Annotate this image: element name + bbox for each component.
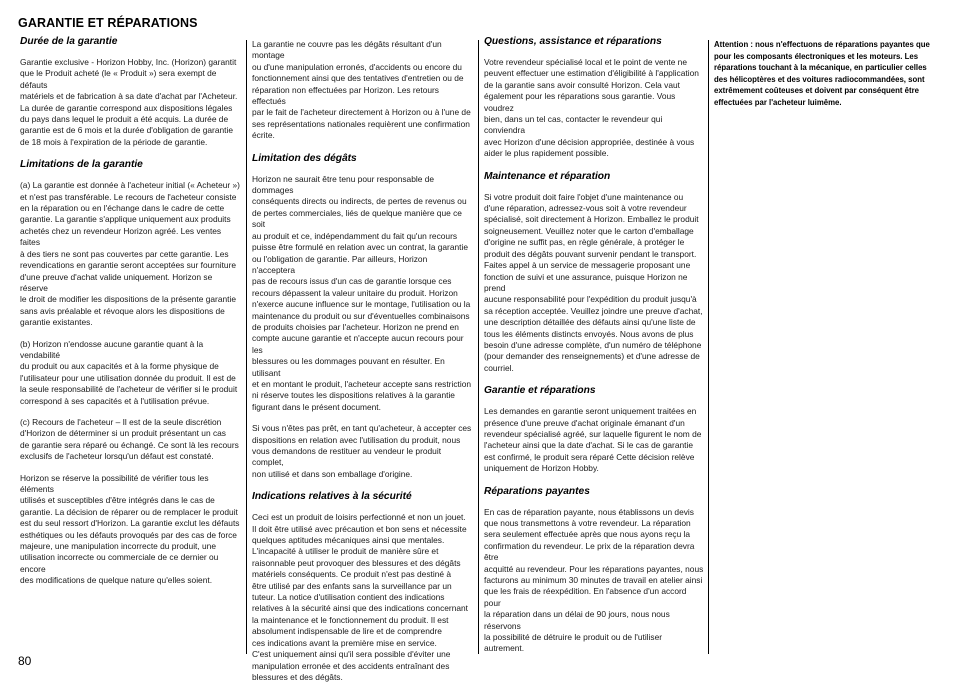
section-heading-maintenance: Maintenance et réparation [484,170,611,182]
paragraph: Les demandes en garantie seront uniquement traitées en présence d'une preuve d'achat originale émanant d'un revendeur spécialisé agréé, sur laquelle figurent le nom de l'acheteur ainsi que la date d'achat. Si le cas de garantie est confirmé, le produit sera réparé Cette décision relève uniquement de Horizon Hobby. [484,406,702,474]
paragraph: Si votre produit doit faire l'objet d'une maintenance ou d'une réparation, adressez-vous soit à votre revendeur spécialisé, soit directement à Horizon. Emballez le produit soigneusement. Veuillez noter que le carton d'emballage d'origine ne suffit pas, en règle générale, à protéger le produit des dégâts pouvant survenir pendant le transport. Faites appel à un service de messagerie proposant une fonction de suivi et une assurance, puisque Horizon ne prend aucune responsabilité pour l'expédition du produit jusqu'à sa réception acceptée. Veuillez joindre une preuve d'achat, une description détaillée des défauts ainsi qu'une liste de tous les éléments distincts envoyés. Nous avons de plus besoin d'une adresse complète, d'un numéro de téléphone (pour demander des renseignements) et d'une adresse de courriel. [484,191,703,373]
page-number: 80 [18,654,32,668]
paragraph: (c) Recours de l'acheteur – Il est de la seule discrétion d'Horizon de déterminer si un produit présentant un cas de garantie sera réparé ou échangé. Ce sont là les recours exclusifs de l'acheteur lorsqu'un défaut est constaté. [20,416,239,462]
paragraph: La garantie ne couvre pas les dégâts résultant d'un montage ou d'une manipulation erronés, d'accidents ou encore du fonctionnement ainsi que des tentatives d'entretien ou de réparation non effectuées par Horizon. Les retours effectués par le fait de l'acheteur directement à Horizon ou à l'une de ses représentations nationales requièrent une confirmation écrite. [252,39,471,141]
column-4 [714,39,930,119]
attention-note: Attention : nous n'effectuons de réparations payantes que pour les composants électroniques et les moteurs. Les réparations touchant à la mécanique, en particulier celles des hélicoptères et des voitures radiocommandées, sont extrêmement coûteuses et doivent par conséquent être effectuées par l'acheteur luimême. [714,40,930,107]
column-1 [20,36,240,597]
section-heading-duree-garantie: Durée de la garantie [20,36,118,47]
paragraph: En cas de réparation payante, nous établissons un devis que nous transmettons à votre revendeur. La réparation sera seulement effectuée après que nous ayons reçu la confirmation du revendeur. Le prix de la réparation devra être acquitté au revendeur. Pour les réparations payantes, nous facturons au minimum 30 minutes de travail en atelier ainsi que les frais de réexpédition. En l'absence d'un accord pour la réparation dans un délai de 90 jours, nous nous réservons la possibilité de détruire le produit ou de l'utiliser autrement. [484,506,704,654]
section-heading-securite: Indications relatives à la sécurité [252,491,412,503]
paragraph: Si vous n'êtes pas prêt, en tant qu'acheteur, à accepter ces dispositions en relation avec l'utilisation du produit, nous vous demandons de restituer au vendeur le produit complet, non utilisé et dans son emballage d'origine. [252,423,472,479]
column-2 [252,39,472,693]
column-divider [708,40,709,654]
section-heading-limitations-garantie: Limitations de la garantie [20,159,143,171]
paragraph: (b) Horizon n'endosse aucune garantie quant à la vendabilité du produit ou aux capacités et à la forme physique de l'utilisateur pour une utilisation donnée du produit. Il est de la seule responsabilité de l'acheteur de vérifier si le produit correspond à ses capacités et à l'utilisation prévue. [20,338,238,406]
paragraph: Garantie exclusive - Horizon Hobby, Inc. (Horizon) garantit que le Produit acheté (le « Produit ») sera exempt de défauts matériels et de fabrication à sa date d'achat par l'Acheteur. La durée de garantie correspond aux dispositions légales du pays dans lequel le produit a été acquis. La durée de garantie est de 6 mois et la durée d'obligation de garantie de 18 mois à l'expiration de la période de garantie. [20,57,238,147]
section-heading-reparations-payantes: Réparations payantes [484,485,590,497]
column-divider [246,40,247,654]
paragraph: Votre revendeur spécialisé local et le point de vente ne peuvent effectuer une estimation d'éligibilité à l'application de la garantie sans avoir consulté Horizon. Cela vaut également pour les réparations sous garantie. Vous voudrez bien, dans un tel cas, contacter le revendeur qui conviendra avec Horizon d'une décision appropriée, destinée à vous aider le plus rapidement possible. [484,57,699,159]
paragraph: (a) La garantie est donnée à l'acheteur initial (« Acheteur ») et n'est pas transférable. Le recours de l'acheteur consiste en la réparation ou en l'échange dans le cadre de cette garantie. La garantie s'applique uniquement aux produits achetés chez un revendeur Horizon agréé. Les ventes faites à des tiers ne sont pas couvertes par cette garantie. Les revendications en garantie seront acceptées sur fourniture d'une preuve d'achat valide uniquement. Horizon se réserve le droit de modifier les dispositions de la présente garantie sans avis préalable et révoque alors les dispositions de garantie existantes. [20,180,240,328]
column-divider [478,40,479,654]
page-title: GARANTIE ET RÉPARATIONS [18,16,198,30]
section-heading-questions-assistance: Questions, assistance et réparations [484,36,662,47]
section-heading-garantie-reparations: Garantie et réparations [484,385,596,397]
paragraph: Horizon se réserve la possibilité de vérifier tous les éléments utilisés et susceptibles d'être intégrés dans le cas de garantie. La décision de réparer ou de remplacer le produit est du seul ressort d'Horizon. La garantie exclut les défauts esthétiques ou les défauts provoqués par des cas de force majeure, une manipulation incorrecte du produit, une utilisation incorrecte ou commerciale de ce dernier ou encore des modifications de quelque nature qu'elles soient. [20,472,240,586]
section-heading-limitation-degats: Limitation des dégâts [252,152,357,164]
column-3 [484,36,704,665]
paragraph: Horizon ne saurait être tenu pour responsable de dommages conséquents directs ou indirects, de pertes de revenus ou de pertes commerciales, liés de quelque manière que ce soit au produit et ce, indépendamment du fait qu'un recours puisse être formulé en relation avec un contrat, la garantie ou l'obligation de garantie. Par ailleurs, Horizon n'acceptera pas de recours issus d'un cas de garantie lorsque ces recours dépassent la valeur unitaire du produit. Horizon n'exerce aucune influence sur le montage, l'utilisation ou la maintenance du produit ou sur d'éventuelles combinaisons de produits choisies par l'acheteur. Horizon ne prend en compte aucune garantie et n'accepte aucun recours pour les blessures ou les dommages pouvant en résulter. En utilisant et en montant le produit, l'acheteur accepte sans restriction ni réserve toutes les dispositions relatives à la garantie figurant dans le présent document. [252,173,472,412]
paragraph: Ceci est un produit de loisirs perfectionné et non un jouet. Il doit être utilisé avec précaution et bon sens et nécessite quelques aptitudes mécaniques ainsi que mentales. L'incapacité à utiliser le produit de manière sûre et raisonnable peut provoquer des blessures et des dégâts matériels conséquents. Ce produit n'est pas destiné à être utilisé par des enfants sans la surveillance par un tuteur. La notice d'utilisation contient des indications relatives à la sécurité ainsi que des indications concernant la maintenance et le fonctionnement du produit. Il est absolument indispensable de lire et de comprendre ces indications avant la première mise en service. C'est uniquement ainsi qu'il sera possible d'éviter une manipulation erronée et des accidents entraînant des blessures et des dégâts. [252,512,469,682]
